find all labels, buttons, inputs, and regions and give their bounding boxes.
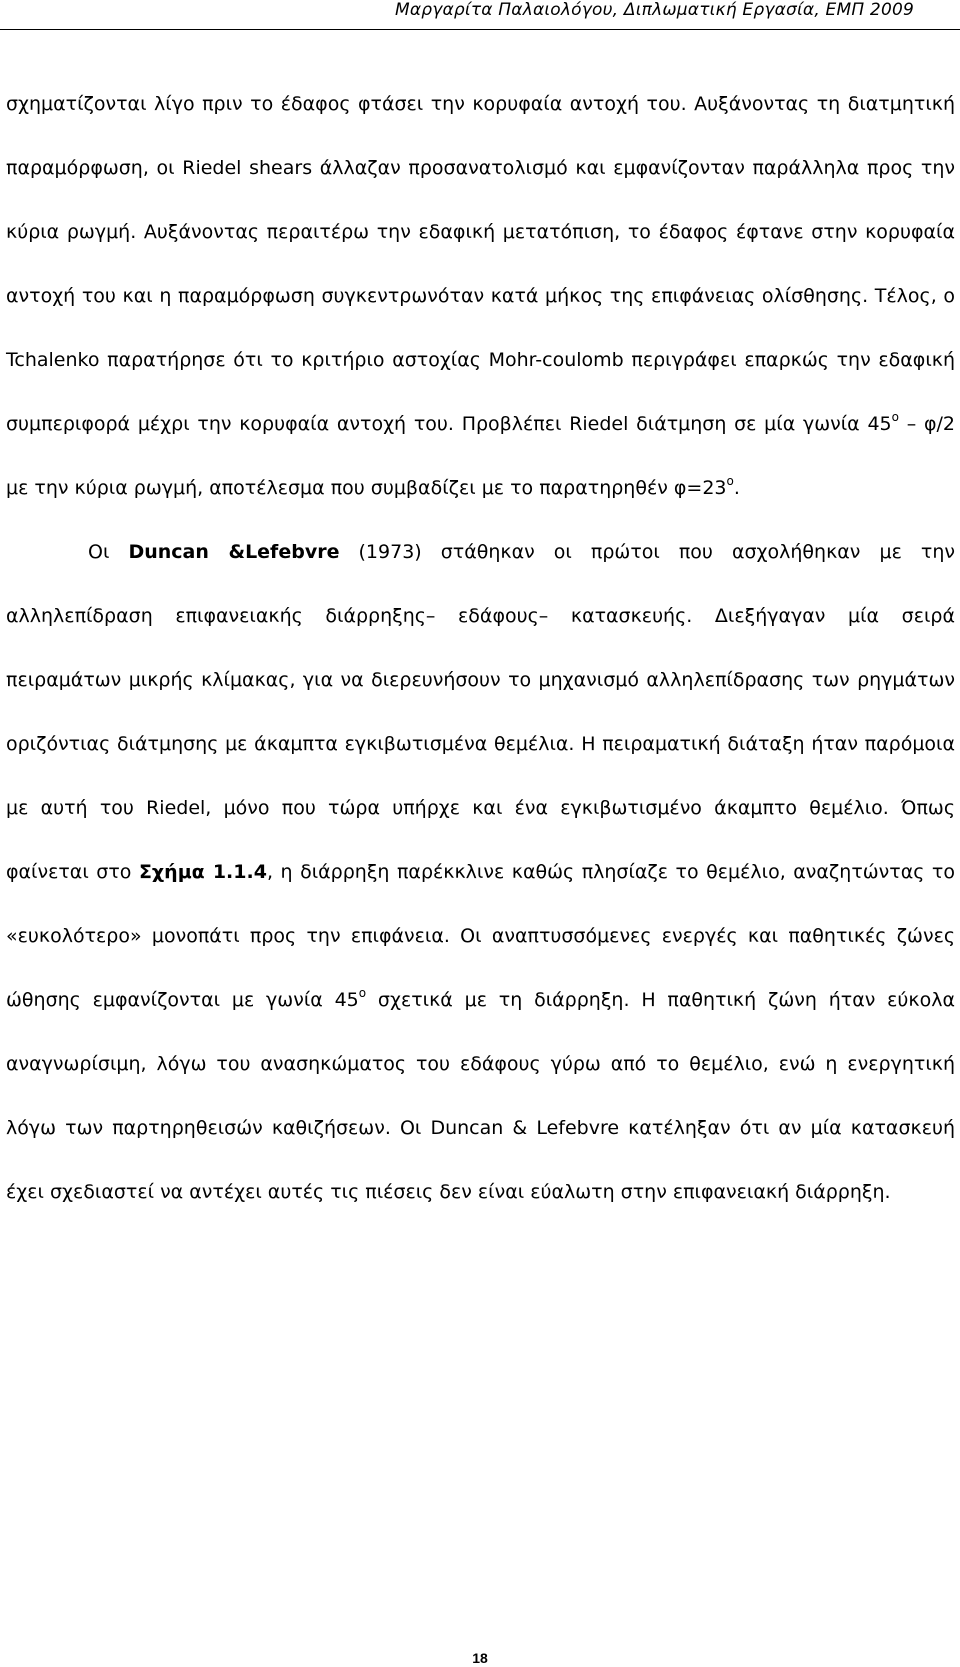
paragraph-1-text-1: σχηματίζονται λίγο πριν το έδαφος φτάσει την κορυφαία αντοχή του. Αυξάνοντας τη διατμητική παραμόρφωση, οι Riedel shears άλλαζαν προσανατολισμό και εμφανίζονταν παράλληλα προς την κύρια ρωγμή. Αυξάνοντας περαιτέρω την εδαφική μετατόπιση, το έδαφος έφτανε στην κορυφαία αντοχή του και η παραμόρφωση συγκεντρωνόταν κατά μήκος της επιφάνειας ολίσθησης. Τέλος, ο Tchalenko παρατήρησε ότι το κριτήριο αστοχίας Mohr-coulomb περιγράφει επαρκώς την εδαφική συμπεριφορά μέχρι την κορυφαία αντοχή του. Προβλέπει Riedel διάτμηση σε μία γωνία 45	[6, 93, 955, 435]
running-header: Μαργαρίτα Παλαιολόγου, Διπλωματική Εργασία, ΕΜΠ 2009	[394, 0, 914, 20]
author-reference: Duncan &Lefebvre	[128, 541, 340, 563]
paragraph-2-text-3: , η διάρρηξη παρέκκλινε καθώς πλησίαζε το θεμέλιο, αναζητώντας το «ευκολότερο» μονοπάτι προς την επιφάνεια. Οι αναπτυσσόμενες ενεργές και παθητικές ζώνες ώθησης εμφανίζονται με γωνία 45	[6, 861, 955, 1011]
degree-superscript: o	[358, 986, 367, 1000]
paragraph-1-text-3: .	[733, 477, 740, 499]
degree-superscript: o	[726, 474, 734, 488]
page-number: 18	[472, 1650, 488, 1666]
figure-reference: Σχήμα 1.1.4	[138, 861, 267, 883]
paragraph-1	[6, 72, 955, 520]
paragraph-2-text-4: σχετικά με τη διάρρηξη. Η παθητική ζώνη ήταν εύκολα αναγνωρίσιμη, λόγω του ανασηκώματος του εδάφους γύρω από το θεμέλιο, ενώ η ενεργητική λόγω των παρτηρηθεισών καθιζήσεων. Οι Duncan & Lefebvre κατέληξαν ότι αν μία κατασκευή έχει σχεδιαστεί να αντέχει αυτές τις πιέσεις δεν είναι εύαλωτη στην επιφανειακή διάρρηξη.	[6, 989, 955, 1203]
document-body	[6, 72, 955, 1224]
paragraph-2	[6, 520, 955, 1224]
header-rule	[0, 29, 960, 30]
degree-superscript: o	[891, 410, 899, 424]
paragraph-2-text-2: (1973) στάθηκαν οι πρώτοι που ασχολήθηκαν με την αλληλεπίδραση επιφανειακής διάρρηξης– εδάφους– κατασκευής. Διεξήγαγαν μία σειρά πειραμάτων μικρής κλίμακας, για να διερευνήσουν το μηχανισμό αλληλεπίδρασης των ρηγμάτων οριζόντιας διάτμησης με άκαμπτα εγκιβωτισμένα θεμέλια. Η πειραματική διάταξη ήταν παρόμοια με αυτή του Riedel, μόνο που τώρα υπήρχε και ένα εγκιβωτισμένο άκαμπτο θεμέλιο. Όπως φαίνεται στο	[6, 541, 955, 883]
paragraph-2-text-1: Οι	[88, 541, 129, 563]
paragraph-1-text-2: – φ/2 με την κύρια ρωγμή, αποτέλεσμα που συμβαδίζει με το παρατηρηθέν φ=23	[6, 413, 955, 499]
